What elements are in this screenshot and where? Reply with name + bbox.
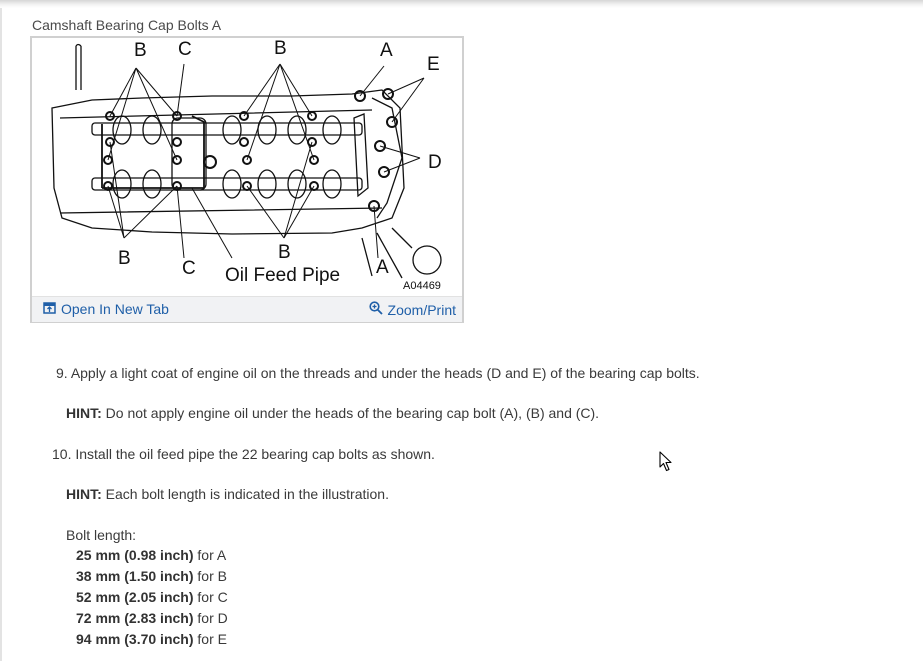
figure-code: A04469 — [403, 280, 441, 292]
bolt-size: 52 mm (2.05 inch) — [76, 589, 194, 605]
bolt-size: 72 mm (2.83 inch) — [76, 610, 194, 626]
step-number: 10. — [52, 446, 72, 462]
bolt-target: for B — [197, 568, 227, 584]
open-in-new-tab-icon — [43, 301, 56, 317]
hint-step-10 — [66, 486, 389, 502]
bolt-target: for A — [197, 547, 227, 563]
label-d: D — [428, 152, 442, 173]
mouse-cursor-icon — [659, 451, 673, 477]
label-b: B — [278, 242, 291, 263]
bolt-target: for D — [197, 610, 228, 626]
top-shadow — [0, 0, 923, 8]
bolt-target: for C — [197, 589, 228, 605]
bolt-size: 25 mm (0.98 inch) — [76, 547, 194, 563]
camshaft-illustration[interactable] — [32, 38, 462, 296]
step-9 — [56, 365, 700, 381]
bolt-size: 94 mm (3.70 inch) — [76, 631, 194, 647]
label-b: B — [134, 40, 147, 61]
label-c: C — [178, 39, 192, 60]
step-number: 9. — [56, 365, 68, 381]
figure-frame — [30, 36, 464, 323]
step-text: Apply a light coat of engine oil on the threads and under the heads (D and E) of the bearing cap bolts. — [70, 365, 700, 381]
bolt-length-row — [76, 547, 226, 563]
zoom-print-label: Zoom/Print — [387, 301, 456, 318]
label-e: E — [427, 54, 440, 75]
hint-text: Do not apply engine oil under the heads of the bearing cap bolt (A), (B) and (C). — [105, 405, 600, 421]
open-in-new-tab-label: Open In New Tab — [61, 301, 169, 317]
label-a: A — [380, 40, 393, 61]
label-a: A — [376, 257, 389, 278]
left-edge — [0, 8, 2, 661]
hint-label: HINT: — [66, 405, 102, 421]
label-b: B — [274, 38, 287, 59]
bolt-length-row — [76, 631, 227, 647]
hint-label: HINT: — [66, 486, 102, 502]
bolt-length-row — [76, 568, 227, 584]
hint-text: Each bolt length is indicated in the illustration. — [105, 486, 389, 502]
step-10 — [52, 446, 435, 462]
figure-toolbar — [32, 296, 462, 322]
label-b: B — [118, 248, 131, 269]
bolt-target: for E — [197, 631, 227, 647]
figure-caption: Camshaft Bearing Cap Bolts A — [32, 17, 222, 33]
hint-step-9 — [66, 405, 599, 421]
label-c: C — [182, 258, 196, 279]
bolt-length-title: Bolt length: — [66, 527, 137, 543]
zoom-icon — [369, 301, 383, 318]
bolt-length-row — [76, 589, 228, 605]
open-in-new-tab-link[interactable] — [43, 301, 169, 317]
bolt-size: 38 mm (1.50 inch) — [76, 568, 194, 584]
bolt-length-row — [76, 610, 228, 626]
step-text: Install the oil feed pipe the 22 bearing cap bolts as shown. — [75, 446, 435, 462]
oil-feed-pipe-label: Oil Feed Pipe — [225, 265, 341, 286]
zoom-print-link[interactable] — [369, 301, 456, 318]
